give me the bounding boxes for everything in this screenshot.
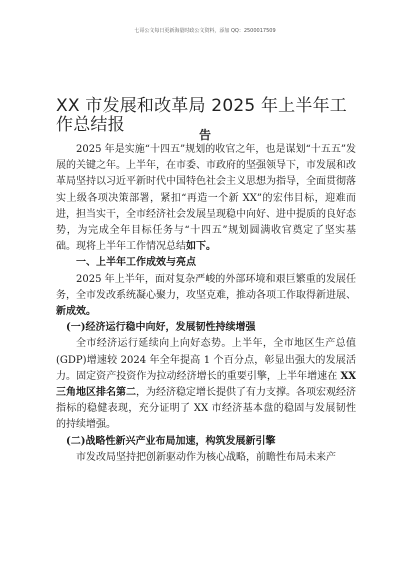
section1-paragraph bbox=[56, 272, 356, 321]
intro-bold-text: 如下。 bbox=[186, 241, 216, 253]
subsection1-paragraph bbox=[56, 336, 356, 433]
header-note: 七哥公文每日更新海量时政公文资料，添加 QQ：2500017509 bbox=[134, 28, 276, 34]
subsection1-text-a: 全市经济运行延续向上向好态势。上半年，全市地区生产总值(GDP)增速较 2024 年全年提高 1 个百分点，彰显出强大的发展活力。固定资产投资作为拉动经济增长的重要引擎，上半年增速在 bbox=[56, 338, 356, 382]
subsection1-bold-text: XX 三角地区排名第二 bbox=[56, 370, 356, 399]
section-heading-1: 一、上半年工作成效与亮点 bbox=[76, 257, 196, 269]
section1-text: 2025 年上半年，面对复杂严峻的外部环境和艰巨繁重的发展任务，全市发改系统凝心聚力，攻坚克难，推动各项工作取得新进展、 bbox=[56, 273, 356, 301]
section1-bold-text: 新成效。 bbox=[56, 306, 96, 318]
subsection2-paragraph: 市发改局坚持把创新驱动作为核心战略，前瞻性布局未来产 bbox=[76, 451, 336, 463]
intro-paragraph bbox=[56, 142, 356, 255]
document-title: XX 市发展和改革局 2025 年上半年工作总结报 bbox=[56, 96, 347, 135]
document-title-tail: 告 bbox=[198, 128, 211, 142]
subsection-heading-1: (一)经济运行稳中向好，发展韧性持续增强 bbox=[66, 322, 256, 334]
intro-text: 2025 年是实施“十四五”规划的收官之年，也是谋划“十五五”发展的关键之年。上半年，在市委、市政府的坚强领导下，市发展和改革局坚持以习近平新时代中国特色社会主义思想为指导，全面贯彻落实上级各项决策部署，紧扣“再造一个新 XX”的宏伟目标，迎难而进，担当实干，全市经济社会发展呈现稳中向好、进中提质的良好态势，为完成全年目标任务与“十四五”规划圆满收官奠定了坚实基础。现将上半年工作情况总结 bbox=[56, 144, 356, 253]
subsection1-text-b: ，为经济稳定增长提供了有力支撑。各项宏观经济指标的稳健表现，充分证明了 XX 市经济基本盘的稳固与发展韧性的持续增强。 bbox=[56, 387, 356, 431]
document-body bbox=[56, 142, 356, 466]
subsection-heading-2: (二)战略性新兴产业布局加速，构筑发展新引擎 bbox=[66, 435, 276, 447]
